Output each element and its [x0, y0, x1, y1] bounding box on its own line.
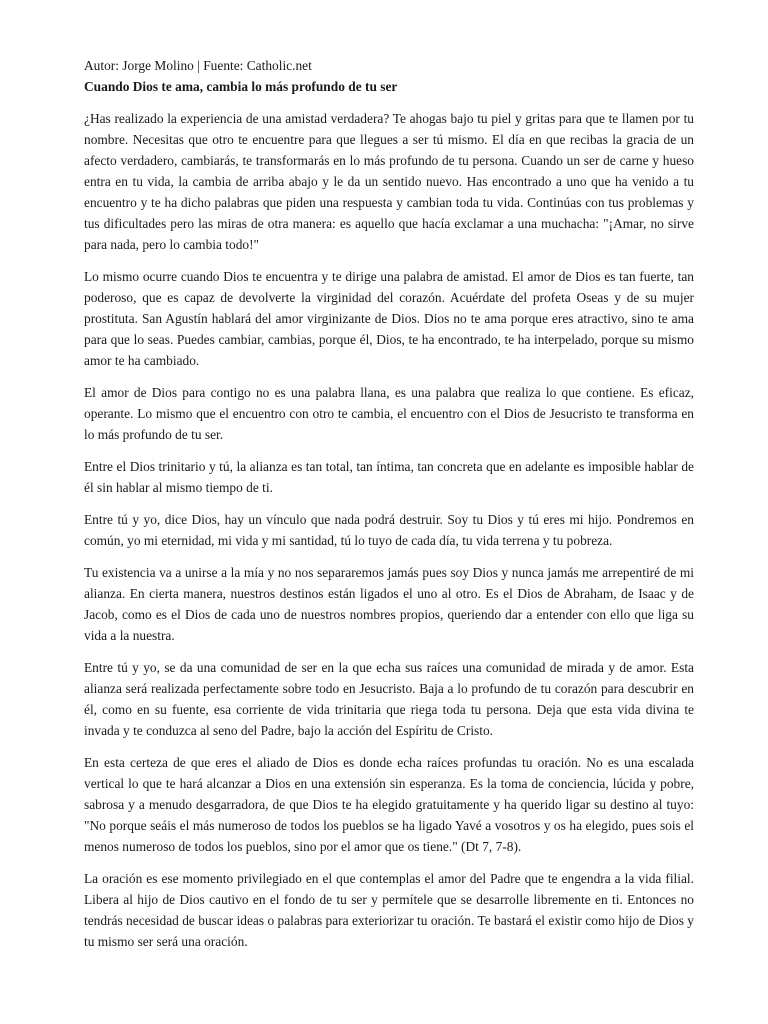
paragraph-1: ¿Has realizado la experiencia de una amistad verdadera? Te ahogas bajo tu piel y gritas para que te llamen por tu nombre. Necesitas que otro te encuentre para que llegues a ser tú mismo. El día en que recibas la gracia de un afecto verdadero, cambiarás, te transformarás en lo más profundo de tu persona. Cuando un ser de carne y hueso entra en tu vida, la cambia de arriba abajo y le da un sentido nuevo. Has encontrado a uno que ha venido a tu encuentro y te ha dicho palabras que piden una respuesta y cambian toda tu vida. Continúas con tus problemas y tus dificultades pero las miras de otra manera: es aquello que hacía exclamar a una muchacha: "¡Amar, no sirve para nada, pero lo cambia todo!"	[84, 111, 694, 252]
paragraph-8: En esta certeza de que eres el aliado de Dios es donde echa raíces profundas tu oración. No es una escalada vertical lo que te hará alcanzar a Dios en una extensión sin esperanza. Es la toma de conciencia, lúcida y pobre, sabrosa y a menudo desgarradora, de que Dios te ha elegido gratuitamente y ha querido ligar su destino al tuyo: "No porque seáis el más numeroso de todos los pueblos se ha ligado Yavé a vosotros y os ha elegido, pues sois el menos numeroso de todos los pueblos, sino por el amor que os tiene." (Dt 7, 7-8).	[84, 755, 694, 854]
paragraph-9: La oración es ese momento privilegiado en el que contemplas el amor del Padre que te engendra a la vida filial. Libera al hijo de Dios cautivo en el fondo de tu ser y permítele que se desarrolle libremente en ti. Entonces no tendrás necesidad de buscar ideas o palabras para exteriorizar tu oración. Te bastará el existir como hijo de Dios y tu mismo ser será una oración.	[84, 871, 694, 949]
paragraph-5: Entre tú y yo, dice Dios, hay un vínculo que nada podrá destruir. Soy tu Dios y tú eres mi hijo. Pondremos en común, yo mi eternidad, mi vida y mi santidad, tú lo tuyo de cada día, tu vida terrena y tu pobreza.	[84, 512, 694, 548]
paragraph-6: Tu existencia va a unirse a la mía y no nos separaremos jamás pues soy Dios y nunca jamás me arrepentiré de mi alianza. En cierta manera, nuestros destinos están ligados el uno al otro. Es el Dios de Abraham, de Isaac y de Jacob, como es el Dios de cada uno de nuestros nombres propios, queriendo dar a entender con ello que liga su vida a la nuestra.	[84, 565, 694, 643]
paragraph-3: El amor de Dios para contigo no es una palabra llana, es una palabra que realiza lo que contiene. Es eficaz, operante. Lo mismo que el encuentro con otro te cambia, el encuentro con el Dios de Jesucristo te transforma en lo más profundo de tu ser.	[84, 385, 694, 442]
paragraph-4: Entre el Dios trinitario y tú, la alianza es tan total, tan íntima, tan concreta que en adelante es imposible hablar de él sin hablar al mismo tiempo de ti.	[84, 459, 694, 495]
author-source-line: Autor: Jorge Molino | Fuente: Catholic.net	[84, 58, 312, 73]
paragraph-2: Lo mismo ocurre cuando Dios te encuentra y te dirige una palabra de amistad. El amor de Dios es tan fuerte, tan poderoso, que es capaz de devolverte la virginidad del corazón. Acuérdate del profeta Oseas y de su mujer prostituta. San Agustín hablará del amor virginizante de Dios. Dios no te ama porque eres atractivo, sino te ama para que lo seas. Puedes cambiar, cambias, porque él, Dios, te ha encontrado, te ha interpelado, porque su mismo amor te ha cambiado.	[84, 269, 694, 368]
document-title: Cuando Dios te ama, cambia lo más profundo de tu ser	[84, 79, 398, 94]
paragraph-7: Entre tú y yo, se da una comunidad de ser en la que echa sus raíces una comunidad de mirada y de amor. Esta alianza será realizada perfectamente sobre todo en Jesucristo. Baja a lo profundo de tu corazón para descubrir en él, como en su fuente, esa corriente de vida trinitaria que riega toda tu persona. Deja que esta vida divina te invada y te conduzca al seno del Padre, bajo la acción del Espíritu de Cristo.	[84, 660, 694, 738]
